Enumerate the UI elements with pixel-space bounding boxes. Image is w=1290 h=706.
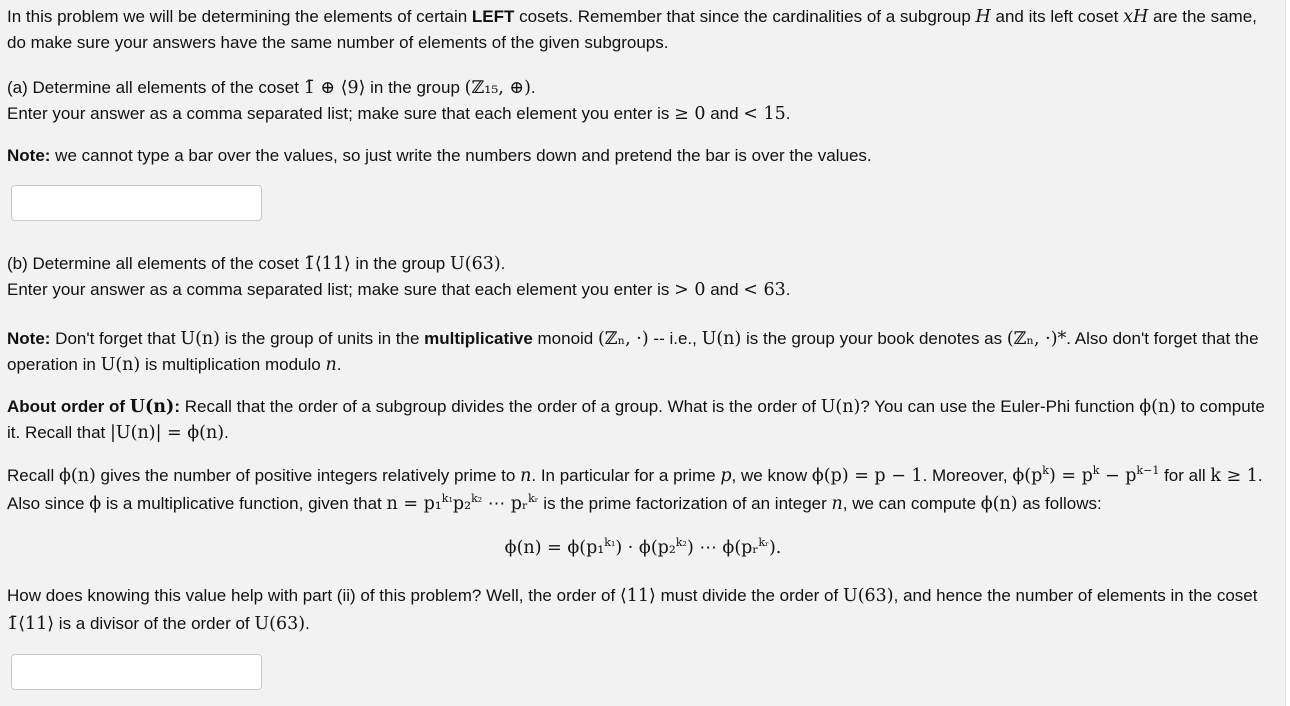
math-bound-lower-a: ≥ 0 (674, 104, 706, 124)
euler-phi-paragraph: Recall ϕ(n) gives the number of positive integers relatively prime to n. In particular for a prime p, we know ϕ(p) = p − 1. Moreover, $\phi(p^k) = p^k - p^{k-1}$ for all k ≥ 1. Also since ϕ is a multiplicative function, given that n = p₁$^{k_1}$p₂$^{k_2}$ ⋯ pᵣ$^{kᵣ}$ is the prime factorization of an integer n, we can compute ϕ(n) as follows: (7, 464, 1263, 514)
math-bound-lower-b: > 0 (674, 280, 706, 300)
note-text: monoid (532, 329, 598, 348)
part-b-instruction: and (705, 280, 744, 299)
math-un: U(n) (701, 329, 742, 349)
part-b-instruction: Enter your answer as a comma separated list; make sure that each element you enter is (7, 280, 675, 299)
math-group-u63: U(63) (842, 586, 894, 606)
units-note (7, 326, 1269, 378)
note-text: . (336, 355, 342, 374)
math-coset-b: 1̄⟨11⟩ (303, 254, 351, 274)
math-n: n (520, 466, 532, 486)
part-a-text: (a) Determine all elements of the coset (7, 78, 304, 97)
part-b-instruction: . (785, 280, 791, 299)
intro-text: In this problem we will be determining the elements of certain (7, 7, 472, 26)
note-text: we cannot type a bar over the values, so just write the numbers down and pretend the bar is over the values. (50, 146, 872, 165)
note-text: -- i.e., (648, 329, 702, 348)
note-emphasis: multiplicative (424, 329, 533, 348)
about-order-paragraph (7, 394, 1269, 446)
about-text: to compute it. Recall that (7, 397, 1265, 442)
part-a-text: . (530, 78, 536, 97)
math-phi-n: ϕ(n) (980, 494, 1018, 514)
math-un: U(n) (820, 397, 861, 417)
part-b-prompt (7, 251, 1269, 303)
note-text: . Also don't forget that the operation in (7, 329, 1259, 374)
note-label: Note: (7, 329, 51, 348)
math-un: U(n) (100, 355, 141, 375)
math-order-identity: |U(n)| = ϕ(n) (110, 423, 225, 443)
math-group-z15: (ℤ₁₅, ⊕) (464, 78, 531, 98)
intro-text: are the same, do make sure your answers have the same number of elements of the given subgroups. (7, 7, 1257, 52)
math-left-coset-xh: xH (1123, 7, 1149, 27)
part-b-text: . (500, 254, 506, 273)
intro-text: and its left coset (990, 7, 1124, 26)
math-bound-upper-b: < 63 (743, 280, 786, 300)
math-prime-factorization: n = p₁$^{k_1}$p₂$^{k_2}$ ⋯ pᵣ$^{kᵣ}$ (386, 492, 539, 514)
math-un: U(n) (180, 329, 221, 349)
part-a-instruction: Enter your answer as a comma separated list; make sure that each element you enter is (7, 104, 675, 123)
intro-text: cosets. Remember that since the cardinalities of a subgroup (514, 7, 976, 26)
answer-input-b[interactable] (11, 654, 262, 690)
math-units-group: (ℤₙ, ·)* (1006, 329, 1067, 349)
math-n: n (325, 355, 337, 375)
note-text: is the group of units in the (220, 329, 425, 348)
math-group-u63: U(63) (450, 254, 501, 274)
math-n: n (831, 494, 843, 514)
intro-paragraph (7, 4, 1269, 55)
part-a-instruction: . (785, 104, 791, 123)
math-un: U(n) (129, 397, 175, 417)
math-p: p (720, 466, 732, 486)
math-phi-n: ϕ(n) (58, 466, 96, 486)
math-phi: ϕ (89, 494, 102, 514)
math-bound-upper-a: < 15 (743, 104, 786, 124)
about-text: . (224, 423, 229, 442)
math-phi-prime: ϕ(p) = p − 1 (811, 466, 923, 486)
phi-product-formula: ϕ(n) = ϕ(p₁$^{k_1}$) · ϕ(p₂$^{k_2}$) ⋯ ϕ(pᵣ$^{kᵣ}$). (504, 536, 782, 558)
note-label: Note: (7, 146, 51, 165)
intro-left-emphasis: LEFT (471, 7, 515, 26)
math-coset-a: 1̄ ⊕ ⟨9⟩ (303, 78, 366, 98)
hint-paragraph: How does knowing this value help with part (ii) of this problem? Well, the order of ⟨11⟩ must divide the order of U(63), and hence the number of elements in the coset 1̄⟨11⟩ is a divisor of the order of U(63). (7, 586, 1258, 634)
note-text: is multiplication modulo (140, 355, 326, 374)
part-a-prompt (7, 75, 1269, 127)
about-text: ? You can use the Euler-Phi function (860, 397, 1140, 416)
math-group-u63: U(63) (254, 614, 306, 634)
math-phi-n: ϕ(n) (1139, 397, 1177, 417)
part-b-text: in the group (350, 254, 450, 273)
part-a-instruction: and (705, 104, 744, 123)
part-a-note (7, 143, 1269, 168)
part-a-text: in the group (365, 78, 465, 97)
answer-input-a[interactable] (11, 185, 262, 221)
part-b-text: (b) Determine all elements of the coset (7, 254, 304, 273)
math-subgroup-h: H (975, 7, 991, 27)
about-order-label: About order of U(n): (7, 397, 180, 417)
math-subgroup-11: ⟨11⟩ (619, 586, 656, 606)
math-phi-prime-power: $\phi(p^k) = p^k - p^{k-1}$ (1012, 464, 1160, 486)
note-text: is the group your book denotes as (741, 329, 1007, 348)
math-monoid: (ℤₙ, ·) (597, 329, 649, 349)
math-k-condition: k ≥ 1 (1210, 466, 1258, 486)
math-coset-b: 1̄⟨11⟩ (7, 614, 55, 634)
about-text: Recall that the order of a subgroup divides the order of a group. What is the order of (179, 397, 821, 416)
note-text: Don't forget that (50, 329, 181, 348)
